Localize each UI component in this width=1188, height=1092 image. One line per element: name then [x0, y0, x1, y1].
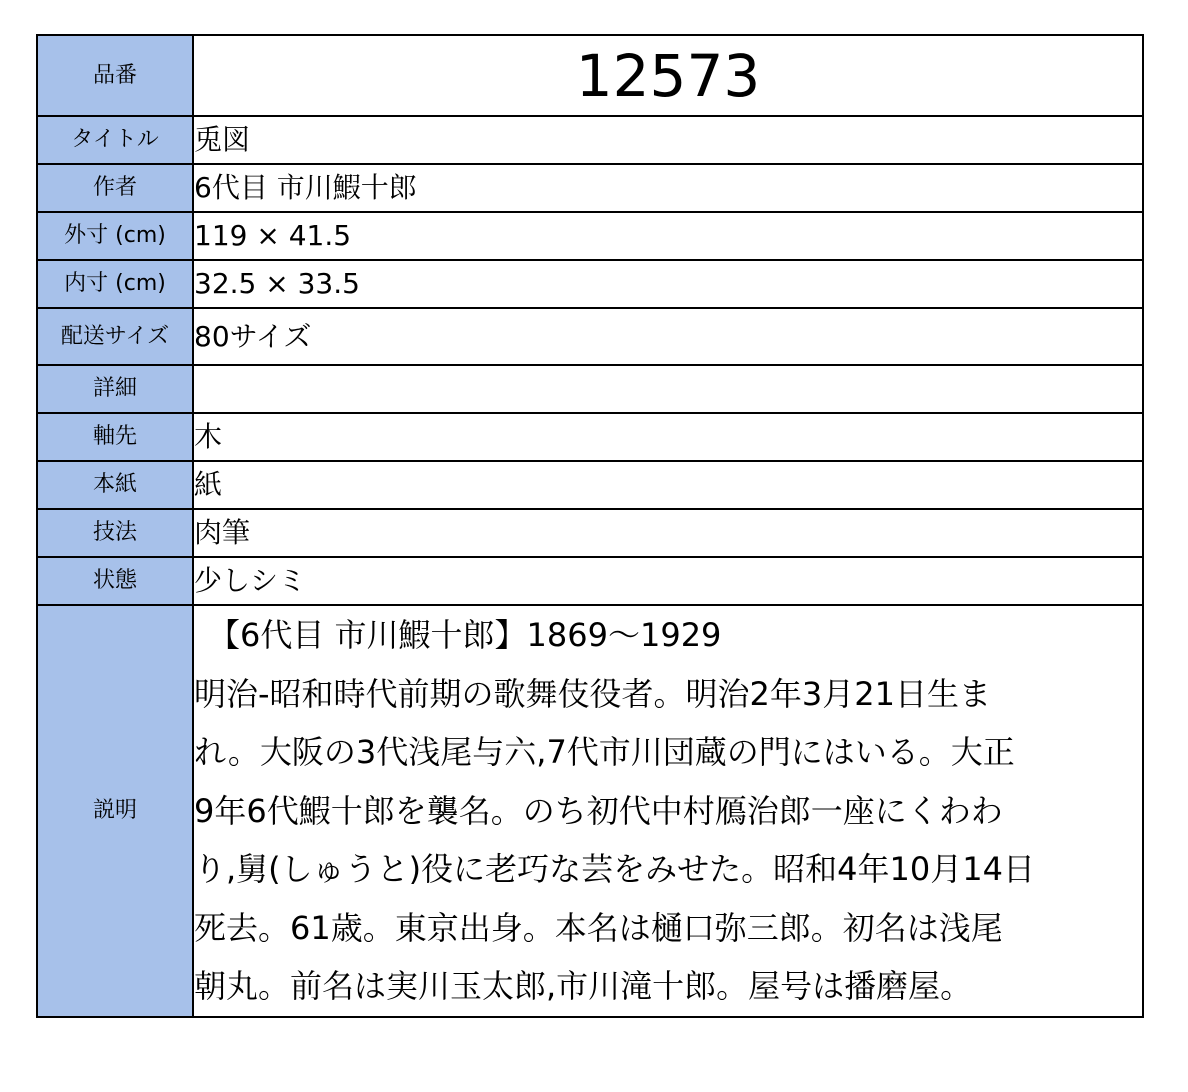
label-technique: 技法 [37, 509, 193, 557]
row-roller-ends [37, 413, 1143, 461]
label-inner-size: 内寸 (cm) [37, 260, 193, 308]
row-description [37, 605, 1143, 1017]
value-outer-size: 119 × 41.5 [193, 212, 1143, 260]
row-item-number [37, 35, 1143, 116]
label-description: 説明 [37, 605, 193, 1017]
value-shipping: 80サイズ [193, 308, 1143, 365]
label-roller-ends: 軸先 [37, 413, 193, 461]
value-base: 紙 [193, 461, 1143, 509]
value-inner-size: 32.5 × 33.5 [193, 260, 1143, 308]
description-line: 明治-昭和時代前期の歌舞伎役者。明治2年3月21日生ま [194, 674, 991, 713]
value-artist: 6代目 市川鰕十郎 [193, 164, 1143, 212]
row-outer-size [37, 212, 1143, 260]
label-item-number: 品番 [37, 35, 193, 116]
label-shipping: 配送サイズ [37, 308, 193, 365]
row-condition [37, 557, 1143, 605]
description-line: 9年6代鰕十郎を襲名。のち初代中村鴈治郎一座にくわわ [194, 791, 1003, 830]
description-line: り,舅(しゅうと)役に老巧な芸をみせた。昭和4年10月14日 [194, 850, 1035, 888]
value-item-number: 12573 [193, 35, 1143, 116]
label-title: タイトル [37, 116, 193, 164]
value-roller-ends: 木 [193, 413, 1143, 461]
label-condition: 状態 [37, 557, 193, 605]
label-artist: 作者 [37, 164, 193, 212]
description-line: 【6代目 市川鰕十郎】1869～1929 [208, 616, 722, 654]
row-details [37, 365, 1143, 413]
label-base: 本紙 [37, 461, 193, 509]
value-description [193, 605, 1143, 1017]
row-technique [37, 509, 1143, 557]
value-technique: 肉筆 [193, 509, 1143, 557]
description-line: れ。大阪の3代浅尾与六,7代市川団蔵の門にはいる。大正 [194, 733, 1015, 771]
row-title [37, 116, 1143, 164]
description-line: 朝丸。前名は実川玉太郎,市川滝十郎。屋号は播磨屋。 [194, 967, 973, 1005]
value-condition: 少しシミ [193, 557, 1143, 605]
row-shipping [37, 308, 1143, 365]
label-outer-size: 外寸 (cm) [37, 212, 193, 260]
value-details [193, 365, 1143, 413]
row-inner-size [37, 260, 1143, 308]
value-title: 兎図 [193, 116, 1143, 164]
item-spec-table [36, 34, 1144, 1018]
row-artist [37, 164, 1143, 212]
label-details: 詳細 [37, 365, 193, 413]
row-base [37, 461, 1143, 509]
description-line: 死去。61歳。東京出身。本名は樋口弥三郎。初名は浅尾 [194, 908, 1003, 947]
